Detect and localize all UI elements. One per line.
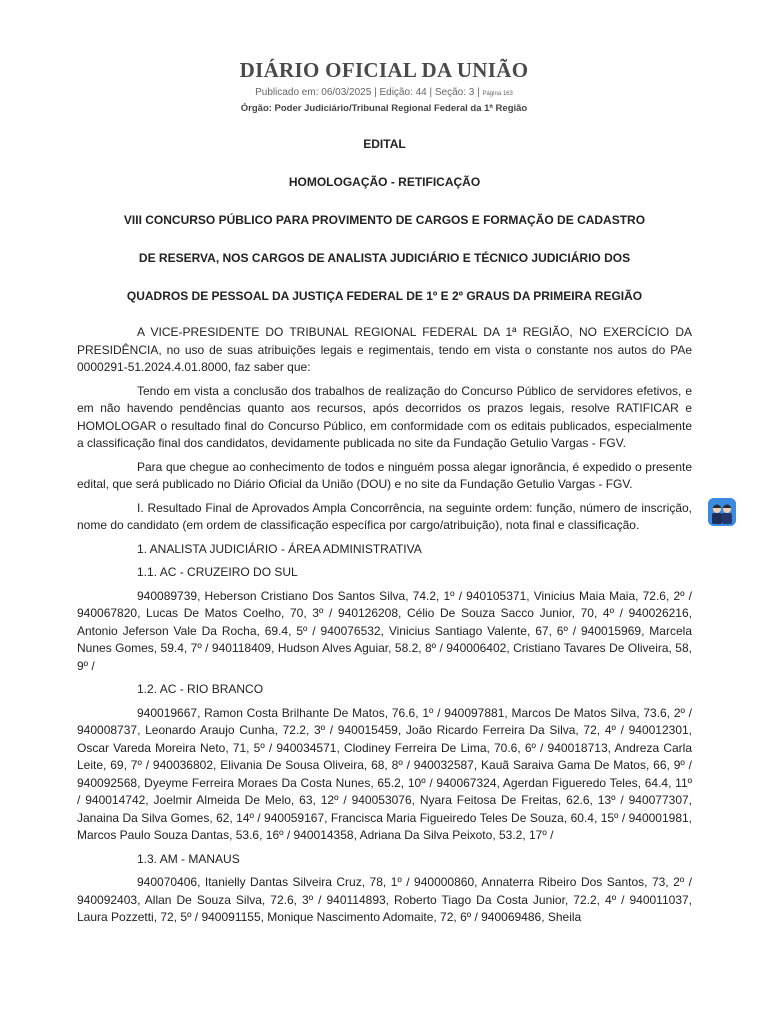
section-heading-cruzeiro: 1.1. AC - CRUZEIRO DO SUL [137, 565, 298, 579]
orgao-label: Órgão: [240, 103, 272, 114]
concurso-title-line-3: QUADROS DE PESSOAL DA JUSTIÇA FEDERAL DE 1º E 2º GRAUS DA PRIMEIRA REGIÃO [126, 289, 643, 303]
edital-title: EDITAL [363, 137, 406, 151]
people-avatar-icon[interactable] [708, 498, 736, 526]
publication-date-edition: Publicado em: 06/03/2025 | Edição: 44 | Seção: 3 | [255, 87, 480, 98]
candidate-list-rio-branco: 940019667, Ramon Costa Brilhante De Matos, 76.6, 1º / 940097881, Marcos De Matos Silva, 73.6, 2º / 940008737, Leonardo Araujo Cunha, 72.2, 3º / 940015459, João Ricardo Ferreira Da Silva, 72, 4º / 940012301, Oscar Vareda Moreira Neto, 71, 5º / 940034571, Clodiney Ferreira De Lima, 70.6, 6º / 940018713, Andreza Carla Leite, 69, 7º / 940036802, Elivania De Sousa Oliveira, 68, 8º / 940032587, Kauã Saraiva Gama De Matos, 66, 9º / 940092568, Dyeyme Ferreira Moraes Da Costa Nunes, 65.2, 10º / 940067324, Agerdan Figueredo Teles, 64.4, 11º / 940014742, Joelmir Almeida De Melo, 63, 12º / 940053076, Nyara Feitosa De Freitas, 62.6, 13º / 940077307, Janaina Da Silva Gomes, 62, 14º / 940059167, Francisca Maria Figueiredo Teles De Souza, 60.4, 15º / 940001981, Marcos Paulo Souza Dantas, 53.6, 16º / 940014358, Adriana Da Silva Peixoto, 53.2, 17º / [77, 705, 692, 842]
paragraph-ratification: Tendo em vista a conclusão dos trabalhos de realização do Concurso Público de servidores efetivos, e em não havendo pendências quanto aos recursos, após decorridos os prazos legais, resolve RATIFICAR e HOMOLOGAR o resultado final do Concurso Público, em conformidade com os editais publicados, especialmente a classificação final dos candidatos, devidamente publicada no site da Fundação Getulio Vargas - FGV. [77, 383, 692, 450]
section-heading-analista: 1. ANALISTA JUDICIÁRIO - ÁREA ADMINISTRATIVA [137, 541, 422, 556]
paragraph-preamble: A VICE-PRESIDENTE DO TRIBUNAL REGIONAL FEDERAL DA 1ª REGIÃO, NO EXERCÍCIO DA PRESIDÊNCIA, no uso de suas atribuições legais e regimentais, tendo em vista o constante nos autos do PAe 0000291-51.2024.4.01.8000, faz saber que: [77, 325, 692, 374]
page-number: Página 163 [482, 91, 513, 97]
section-heading-manaus: 1.3. AM - MANAUS [137, 851, 240, 866]
concurso-title-line-2: DE RESERVA, NOS CARGOS DE ANALISTA JUDICIÁRIO E TÉCNICO JUDICIÁRIO DOS [138, 251, 631, 265]
orgao-line [0, 103, 768, 114]
concurso-title-line-1: VIII CONCURSO PÚBLICO PARA PROVIMENTO DE CARGOS E FORMAÇÃO DE CADASTRO [123, 213, 646, 227]
paragraph-results-intro: I. Resultado Final de Aprovados Ampla Concorrência, na seguinte ordem: função, número de inscrição, nome do candidato (em ordem de classificação específica por cargo/atribuição), nota final e classificação. [77, 500, 692, 532]
candidate-list-manaus: 940070406, Itanielly Dantas Silveira Cruz, 78, 1º / 940000860, Annaterra Ribeiro Dos Santos, 73, 2º / 940092403, Allan De Souza Silva, 72.6, 3º / 940114893, Roberto Tiago Da Costa Junior, 72.2, 4º / 940011037, Laura Pozzetti, 72, 5º / 940091155, Monique Nascimento Adomaite, 72, 6º / 940069486, Sheila [77, 875, 692, 924]
masthead-title: DIÁRIO OFICIAL DA UNIÃO [239, 58, 529, 82]
paragraph-publication: Para que chegue ao conhecimento de todos e ninguém possa alegar ignorância, é expedido o presente edital, que será publicado no Diário Oficial da União (DOU) e no site da Fundação Getulio Vargas - FGV. [77, 459, 692, 491]
section-heading-rio-branco: 1.2. AC - RIO BRANCO [137, 682, 264, 696]
document-header [0, 0, 768, 114]
people-avatar-graphic [708, 498, 736, 526]
document-body [77, 134, 692, 933]
orgao-value: Poder Judiciário/Tribunal Regional Federal da 1ª Região [274, 103, 528, 114]
homologacao-title: HOMOLOGAÇÃO - RETIFICAÇÃO [288, 175, 481, 189]
candidate-list-cruzeiro: 940089739, Heberson Cristiano Dos Santos Silva, 74.2, 1º / 940105371, Vinicius Maia Maia, 72.6, 2º / 940067820, Lucas De Matos Coelho, 70, 3º / 940126208, Célio De Souza Sacco Junior, 70, 4º / 940026216, Antonio Jeferson Vale Da Rocha, 69.4, 5º / 940076532, Vinicius Santiago Valente, 67, 6º / 940015969, Marcela Nunes Gomes, 59.4, 7º / 940118409, Hudson Alves Aguiar, 58.2, 8º / 940006402, Cristiano Tavares De Oliveira, 58, 9º / [77, 588, 692, 673]
publication-info [0, 87, 768, 98]
